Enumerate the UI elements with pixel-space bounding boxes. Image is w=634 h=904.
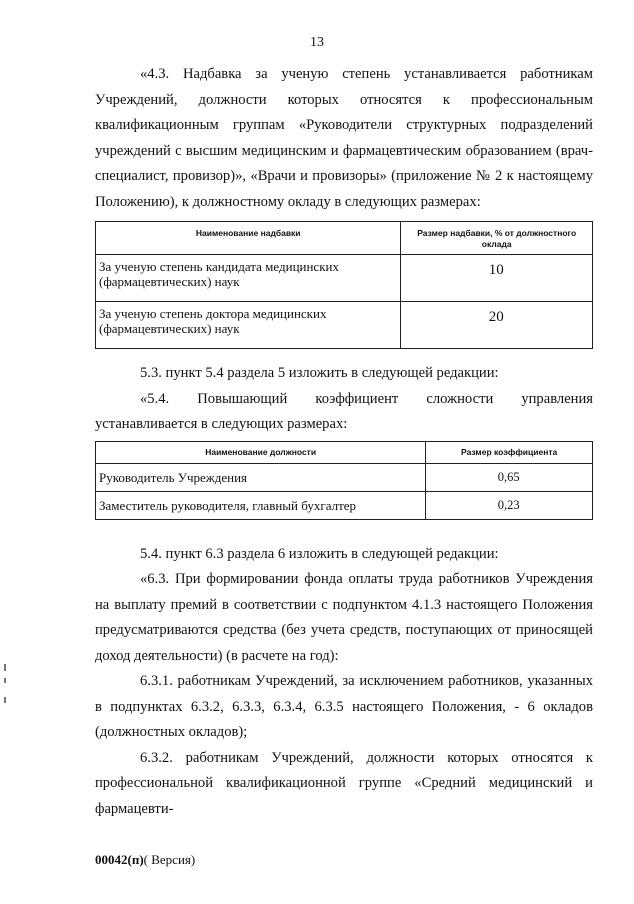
document-footer — [95, 852, 195, 868]
table-row — [96, 463, 593, 491]
table-row — [96, 302, 593, 349]
table-header: Размер коэффициента — [426, 441, 593, 463]
table-cell: Заместитель руководителя, главный бухгалтер — [96, 491, 426, 519]
table-cell: За ученую степень доктора медицинских (фармацевтических) наук — [96, 302, 401, 349]
table-row — [96, 491, 593, 519]
paragraph-4-3: «4.3. Надбавка за ученую степень устанавливается работникам Учреждений, должности которых относятся к профессиональным квалификационным группам «Руководители структурных подразделений учреждений с высшим медицинским и фармацевтическим образованием (врач-специалист, провизор)», «Врачи и провизоры» (приложение № 2 к настоящему Положению), к должностному окладу в следующих размерах: — [95, 66, 593, 210]
paragraph-5-4-quote: «5.4. Повышающий коэффициент сложности управления устанавливается в следующих размерах: — [95, 390, 593, 432]
table-header: Наименование надбавки — [96, 222, 401, 255]
table-header: Наименование должности — [96, 441, 426, 463]
scan-margin-mark — [4, 678, 6, 683]
footer-version: ( Версия) — [143, 852, 196, 867]
coefficient-table — [95, 441, 593, 520]
scan-margin-mark — [4, 697, 6, 703]
allowance-table — [95, 221, 593, 349]
table-cell: За ученую степень кандидата медицинских (фармацевтических) наук — [96, 255, 401, 302]
table-cell: 0,65 — [426, 463, 593, 491]
table-cell: Руководитель Учреждения — [96, 463, 426, 491]
document-body — [95, 62, 593, 822]
footer-code: 00042(п) — [95, 852, 144, 867]
page-number: 13 — [310, 35, 324, 50]
paragraph-6-3-2: 6.3.2. работникам Учреждений, должности которых относятся к профессиональной квалификационной группе «Средний медицинский и фармацевти- — [95, 749, 593, 817]
table-cell: 0,23 — [426, 491, 593, 519]
table-row — [96, 255, 593, 302]
scan-margin-mark — [4, 664, 6, 671]
paragraph-5-3: 5.3. пункт 5.4 раздела 5 изложить в следующей редакции: — [140, 365, 499, 381]
table-header: Размер надбавки, % от должностного оклада — [401, 222, 593, 255]
table-cell: 10 — [401, 255, 593, 302]
table-cell: 20 — [401, 302, 593, 349]
paragraph-6-3-1: 6.3.1. работникам Учреждений, за исключением работников, указанных в подпунктах 6.3.2, 6.3.3, 6.3.4, 6.3.5 настоящего Положения, - 6 окладов (должностных окладов); — [95, 673, 593, 740]
paragraph-6-3: «6.3. При формировании фонда оплаты труда работников Учреждения на выплату премий в соответствии с подпунктом 4.1.3 настоящего Положения предусматриваются средства (без учета средств, поступающих от приносящей доход деятельности) (в расчете на год): — [95, 571, 593, 664]
paragraph-5-4: 5.4. пункт 6.3 раздела 6 изложить в следующей редакции: — [140, 545, 499, 562]
